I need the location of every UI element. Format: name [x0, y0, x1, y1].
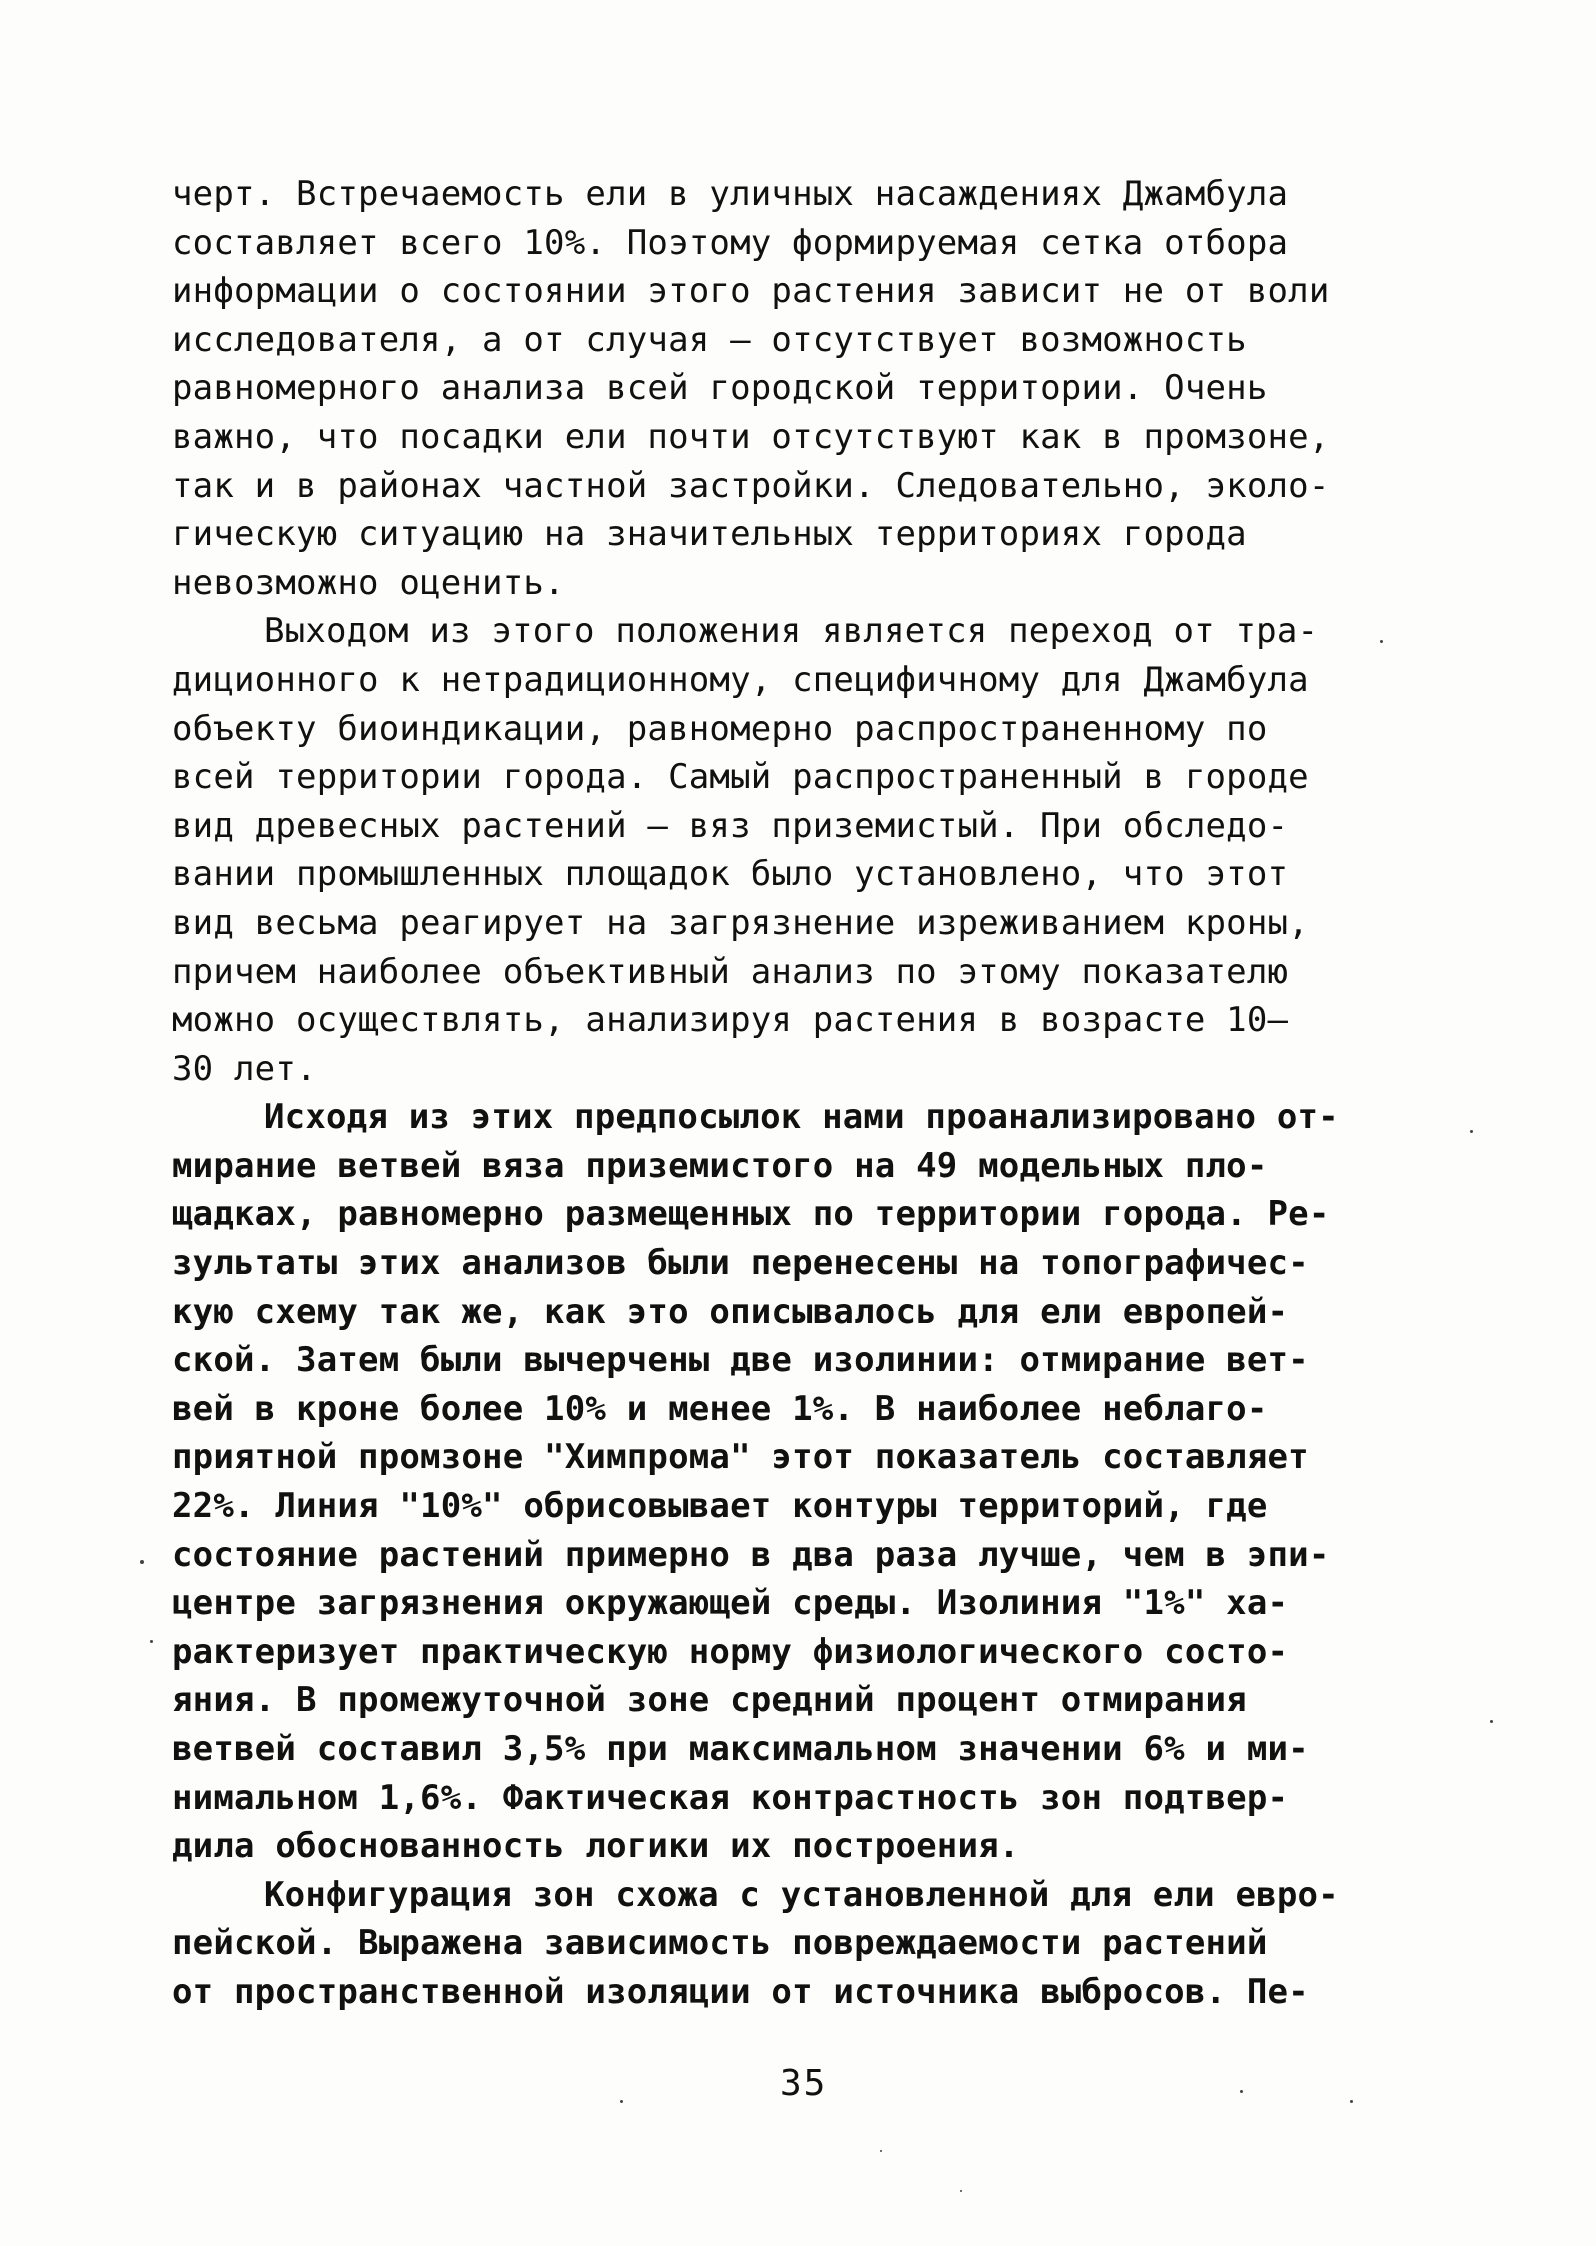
text-line: приятной промзоне "Химпрома" этот показатель составляет — [172, 1437, 1309, 1478]
paragraph-start-line: Конфигурация зон схожа с установленной для ели евро- — [264, 1874, 1339, 1915]
text-line: вид весьма реагирует на загрязнение изреживанием кроны, — [172, 902, 1309, 943]
text-line: объекту биоиндикации, равномерно распространенному по — [172, 708, 1268, 749]
scan-speckle — [1470, 1130, 1473, 1133]
text-line: так и в районах частной застройки. Следовательно, эколо- — [172, 465, 1330, 506]
text-line: нимальном 1,6%. Фактическая контрастность зон подтвер- — [172, 1777, 1289, 1818]
text-line: исследователя, а от случая – отсутствует возможность — [172, 319, 1247, 360]
text-line: мирание ветвей вяза приземистого на 49 модельных пло- — [172, 1145, 1268, 1186]
paragraph-start-line: Выходом из этого положения является переход от тра- — [264, 611, 1319, 652]
body-text — [172, 170, 1472, 2017]
scan-speckle — [1240, 2090, 1243, 2093]
text-line: ской. Затем были вычерчены две изолинии: отмирание вет- — [172, 1340, 1309, 1381]
text-line: составляет всего 10%. Поэтому формируемая сетка отбора — [172, 222, 1289, 263]
text-line: 22%. Линия "10%" обрисовывает контуры территорий, где — [172, 1486, 1268, 1527]
text-line: щадках, равномерно размещенных по территории города. Ре- — [172, 1194, 1330, 1235]
text-line: причем наиболее объективный анализ по этому показателю — [172, 951, 1289, 992]
text-line: невозможно оценить. — [172, 562, 565, 603]
text-line: диционного к нетрадиционному, специфичному для Джамбула — [172, 659, 1309, 700]
text-line: ветвей составил 3,5% при максимальном значении 6% и ми- — [172, 1729, 1309, 1769]
text-line: рактеризует практическую норму физиологического состо- — [172, 1631, 1289, 1672]
scan-speckle — [960, 2190, 962, 2192]
text-line: вей в кроне более 10% и менее 1%. В наиболее неблаго- — [172, 1388, 1268, 1429]
text-line: черт. Встречаемость ели в уличных насаждениях Джамбула — [172, 174, 1289, 214]
text-line: информации о состоянии этого растения зависит не от воли — [172, 271, 1330, 312]
text-line: дила обоснованность логики их построения. — [172, 1826, 1020, 1867]
text-line: пейской. Выражена зависимость повреждаемости растений — [172, 1923, 1268, 1964]
scan-speckle — [880, 2150, 882, 2152]
text-line: кую схему так же, как это описывалось для ели европей- — [172, 1291, 1289, 1332]
text-line: состояние растений примерно в два раза лучше, чем в эпи- — [172, 1534, 1330, 1575]
text-line: зультаты этих анализов были перенесены на топографичес- — [172, 1243, 1309, 1284]
text-line: вании промышленных площадок было установлено, что этот — [172, 854, 1289, 895]
text-line: гическую ситуацию на значительных территориях города — [172, 514, 1247, 555]
text-line: центре загрязнения окружающей среды. Изолиния "1%" ха- — [172, 1583, 1289, 1624]
scan-speckle — [620, 2100, 623, 2103]
text-line: 30 лет. — [172, 1048, 317, 1089]
paragraph-start-line: Исходя из этих предпосылок нами проанализировано от- — [264, 1097, 1339, 1138]
text-line: яния. В промежуточной зоне средний процент отмирания — [172, 1680, 1247, 1721]
text-line: равномерного анализа всей городской территории. Очень — [172, 368, 1268, 409]
scan-speckle — [1380, 640, 1383, 643]
scan-speckle — [150, 1640, 153, 1643]
scan-speckle — [1490, 1720, 1493, 1723]
scan-speckle — [140, 1560, 144, 1564]
text-line: от пространственной изоляции от источника выбросов. Пе- — [172, 1971, 1309, 2012]
page-number: 35 — [780, 2063, 828, 2104]
text-line: можно осуществлять, анализируя растения в возрасте 10– — [172, 1000, 1289, 1041]
text-line: вид древесных растений – вяз приземистый. При обследо- — [172, 805, 1289, 846]
scan-speckle — [1350, 2100, 1353, 2103]
text-line: важно, что посадки ели почти отсутствуют как в промзоне, — [172, 416, 1330, 457]
text-line: всей территории города. Самый распространенный в городе — [172, 757, 1309, 798]
